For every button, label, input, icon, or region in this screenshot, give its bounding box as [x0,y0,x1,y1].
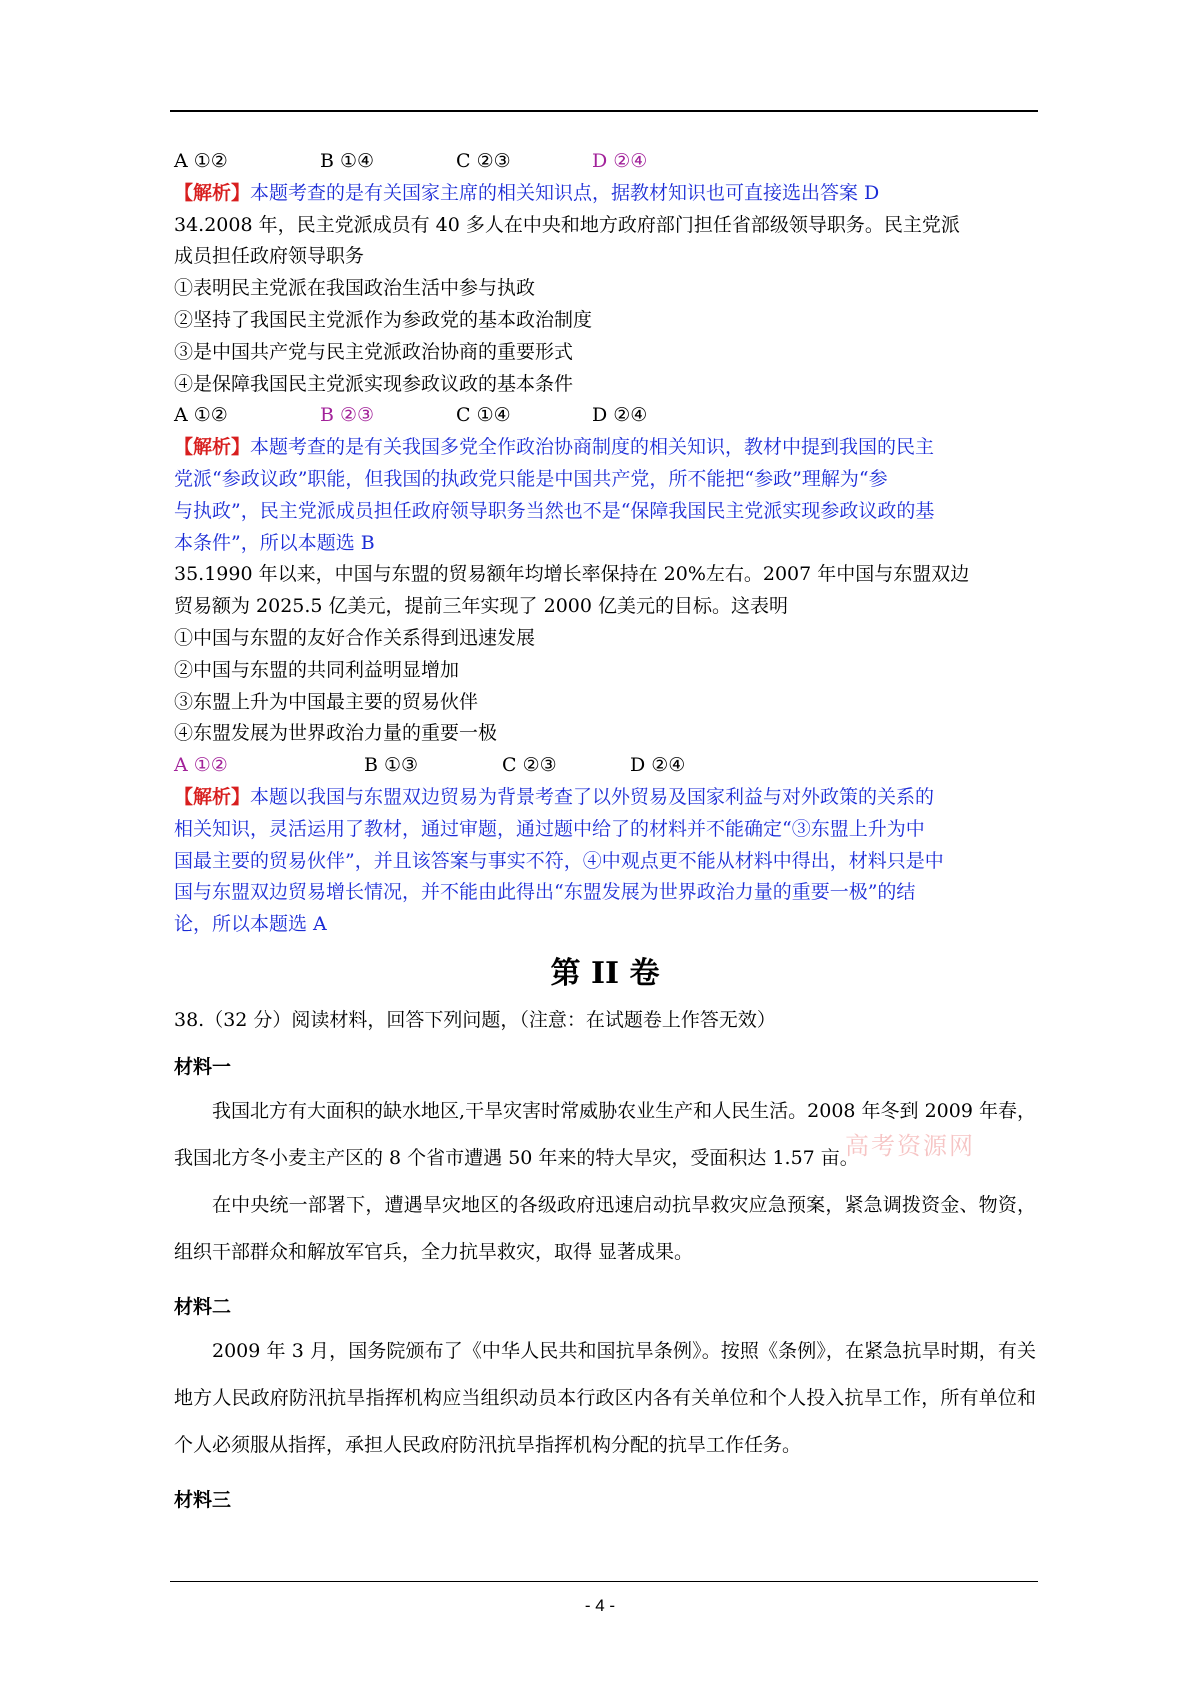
q33-analysis-text: 本题考查的是有关国家主席的相关知识点，据教材知识也可直接选出答案 D [250,181,880,204]
q35-analysis-line [174,782,1036,814]
q33-options [174,146,1036,178]
header-rule [170,110,1038,112]
q33-option-d: D ②④ [592,150,648,172]
q35-analysis-text: 本题以我国与东盟双边贸易为背景考查了以外贸易及国家利益与对外政策的关系的 [250,785,935,808]
q33-option-c: C ②③ [456,150,511,172]
q33-option-a: A ①② [174,150,228,172]
q35-analysis-tag: 【解析】 [174,785,251,808]
q33-analysis [174,178,1036,210]
q33-option-b: B ①④ [320,150,375,172]
q35-option-a: A ①② [174,754,228,777]
q35-option-d: D ②④ [630,754,686,777]
watermark-stamp: 高考资源网 [845,1132,975,1160]
q34-analysis-line: 与执政”，民主党派成员担任政府领导职务当然也不是“保障我国民主党派实现参政议政的基 [174,499,935,522]
q34-stem-line: 34.2008 年，民主党派成员有 40 多人在中央和地方政府部门担任省部级领导职务。民主党派 [174,213,960,236]
q35-option-b: B ①③ [364,754,419,777]
material2-paragraph: 2009 年 3 月，国务院颁布了《中华人民共和国抗旱条例》。按照《条例》，在紧急抗旱时期，有关地方人民政府防汛抗旱指挥机构应当组织动员本行政区内各有关单位和个人投入抗旱工作，所有单位和个人必须服从指挥，承担人民政府防汛抗旱指挥机构分配的抗旱工作任务。 [174,1339,1036,1456]
q35-item: ①中国与东盟的友好合作关系得到迅速发展 [174,626,536,649]
material2-label: 材料二 [174,1295,232,1318]
q34-item: ①表明民主党派在我国政治生活中参与执政 [174,277,536,300]
page-content [174,146,1036,1515]
q34-option-d: D ②④ [592,404,648,427]
q35-stem-line: 贸易额为 2025.5 亿美元，提前三年实现了 2000 亿美元的目标。这表明 [174,595,788,618]
material1-label: 材料一 [174,1055,232,1078]
q34-option-b: B ②③ [320,404,375,427]
q38-stem: 38.（32 分）阅读材料，回答下列问题，（注意：在试题卷上作答无效） [174,1008,776,1031]
q34-analysis-tag: 【解析】 [174,436,251,459]
q34-stem-line: 成员担任政府领导职务 [174,245,365,268]
q34-analysis-text: 本题考查的是有关我国多党全作政治协商制度的相关知识，教材中提到我国的民主 [250,436,935,459]
q34-option-a: A ①② [174,404,228,427]
q34-item: ②坚持了我国民主党派作为参政党的基本政治制度 [174,308,593,331]
q35-stem-line: 35.1990 年以来，中国与东盟的贸易额年均增长率保持在 20%左右。2007 年中国与东盟双边 [174,563,970,586]
q34-analysis-line [174,432,1036,464]
q35-option-c: C ②③ [502,754,557,777]
q34-item: ④是保障我国民主党派实现参政议政的基本条件 [174,372,574,395]
q35-item: ②中国与东盟的共同利益明显增加 [174,658,460,681]
material1-paragraph: 我国北方有大面积的缺水地区,干旱灾害时常威胁农业生产和人民生活。2008 年冬到 2009 年春，我国北方冬小麦主产区的 8 个省市遭遇 50 年来的特大旱灾，受面积达 1.57 亩。 [174,1099,1036,1169]
q35-analysis-line: 国最主要的贸易伙伴”，并且该答案与事实不符，④中观点更不能从材料中得出，材料只是中 [174,849,944,872]
material3-label: 材料三 [174,1488,232,1511]
q35-analysis-line: 相关知识，灵活运用了教材，通过审题，通过题中给了的材料并不能确定“③东盟上升为中 [174,817,925,840]
q35-item: ④东盟发展为世界政治力量的重要一极 [174,722,498,745]
page-number: - 4 - [584,1596,616,1615]
material1-paragraph: 在中央统一部署下，遭遇旱灾地区的各级政府迅速启动抗旱救灾应急预案，紧急调拨资金、物资，组织干部群众和解放军官兵，全力抗旱救灾，取得 显著成果。 [174,1193,1036,1263]
q34-analysis-line: 本条件”，所以本题选 B [174,531,375,554]
q35-analysis-line: 国与东盟双边贸易增长情况，并不能由此得出“东盟发展为世界政治力量的重要一极”的结 [174,881,916,904]
q35-item: ③东盟上升为中国最主要的贸易伙伴 [174,690,479,713]
q34-option-c: C ①④ [456,404,511,427]
section-title: 第 II 卷 [550,955,660,991]
q34-item: ③是中国共产党与民主党派政治协商的重要形式 [174,340,574,363]
q35-analysis-line: 论，所以本题选 A [174,913,327,936]
q35-options [174,750,1036,782]
q34-options [174,400,1036,432]
footer-rule [170,1581,1038,1582]
q34-analysis-line: 党派“参政议政”职能，但我国的执政党只能是中国共产党，所不能把“参政”理解为“参 [174,467,888,490]
q33-analysis-tag: 【解析】 [174,181,251,204]
